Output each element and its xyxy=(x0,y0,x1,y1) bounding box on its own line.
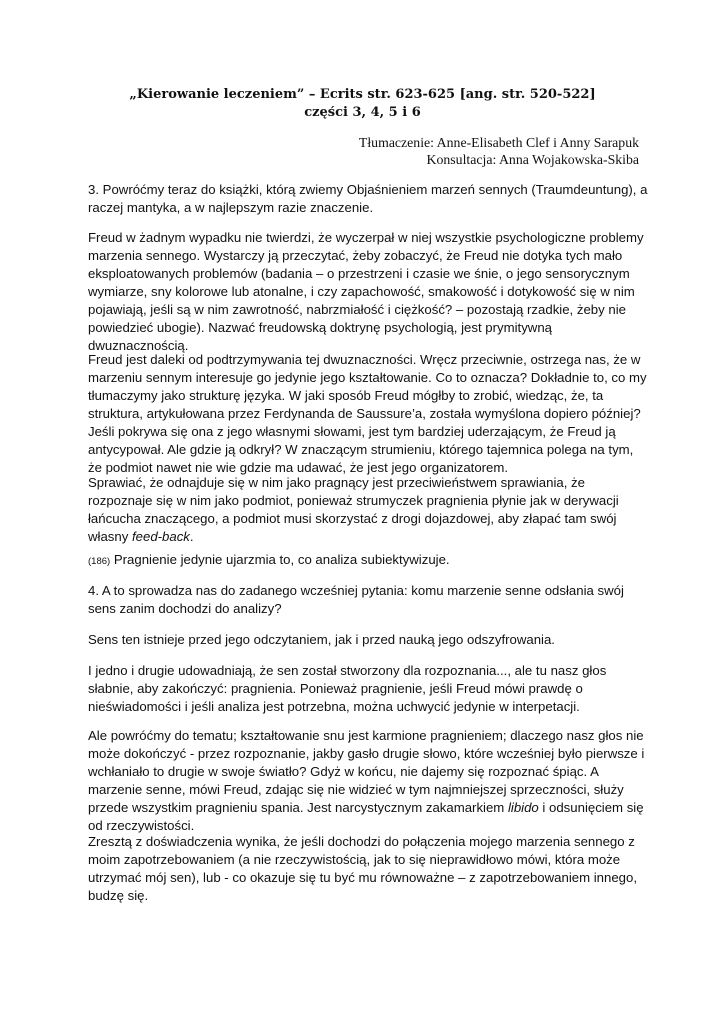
paragraph-text xyxy=(88,727,648,835)
paragraph-desire-subject xyxy=(88,474,648,546)
page-number-note: (186) xyxy=(88,556,111,567)
paragraph-text-part: Sprawiać, że odnajduje się w nim jako pragnący jest przeciwieństwem sprawiania, że rozpoznaje się w nim jako podmiot, ponieważ strumyczek pragnienia płynie jak w derywacji łańcucha znaczącego, a podmiot musi skorzystać z drogi dojazdowej, aby złapać tam swój własny xyxy=(88,475,619,544)
consultation-credit: Konsultacja: Anna Wojakowska-Skiba xyxy=(426,152,639,167)
translation-credit: Tłumaczenie: Anne-Elisabeth Clef i Anny Sarapuk xyxy=(358,135,639,150)
paragraph-page-note xyxy=(88,551,648,571)
paragraph-text-part: Pragnienie jedynie ujarzmia to, co analiza subiektywizuje. xyxy=(110,552,450,567)
paragraph-language-structure xyxy=(88,351,648,477)
document-subtitle: części 3, 4, 5 i 6 xyxy=(304,105,421,120)
paragraph-text: Sens ten istnieje przed jego odczytaniem, jak i przed nauką jego odszyfrowania. xyxy=(88,632,555,647)
paragraph-text: Freud jest daleki od podtrzymywania tej dwuznaczności. Wręcz przeciwnie, ostrzega nas, że w marzeniu sennym interesuje go jedynie jego kształtowanie. Co to oznacza? Dokładnie to, co my tłumaczymy jako strukturę języka. W jaki sposób Freud mógłby to zrobić, wiedząc, że, ta struktura, artykułowana przez Ferdynanda de Saussure’a, została wymyślona dopiero później? Jeśli pokrywa się ona z jego własnymi słowami, jest tym bardziej uderzającym, że Freud ją antycypował. Ale gdzie ją odkrył? W znaczącym strumieniu, którego tajemnica polega na tym, że podmiot nawet nie wie gdzie ma udawać, że jest jego organizatorem. xyxy=(88,352,647,475)
paragraph-text: 3. Powróćmy teraz do książki, którą zwiemy Objaśnieniem marzeń sennych (Traumdeuntung), a raczej mantyka, a w najlepszym razie znaczenie. xyxy=(88,182,648,215)
paragraph-section-4-question xyxy=(88,582,648,618)
document-title: „Kierowanie leczeniem” – Ecrits str. 623-625 [ang. str. 520-522] xyxy=(129,87,596,102)
paragraph-text xyxy=(88,551,648,571)
paragraph-recognition xyxy=(88,662,648,716)
paragraph-text: Freud w żadnym wypadku nie twierdzi, że wyczerpał w niej wszystkie psychologiczne problemy marzenia sennego. Wystarczy ją przeczytać, żeby zobaczyć, że Freud nie dotyka tych mało eksploatowanych problemów (badania – o przestrzeni i czasie we śnie, o jego sensorycznym wymiarze, sny kolorowe lub atonalne, i czy zapachowość, smakowość i dotykowość się w nim pojawiają, jeśli są w nim zawrotność, nabrzmiałość i ciężkość? – pozostają rzadkie, żeby nie powiedzieć ubogie). Nazwać freudowską doktrynę psychologią, jest prymitywną dwuznacznością. xyxy=(88,230,644,353)
paragraph-freud-psychology xyxy=(88,229,648,355)
paragraph-text-part: i odsunięciem się od rzeczywistości. xyxy=(88,800,644,833)
paragraph-waking xyxy=(88,833,648,905)
paragraph-text: I jedno i drugie udowadniają, że sen został stworzony dla rozpoznania..., ale tu nasz głos słabnie, aby zakończyć: pragnienia. Ponieważ pragnienie, jeśli Freud mówi prawdę o nieświadomości i jeśli analiza jest potrzebna, można uchwycić jedynie w interpetacji. xyxy=(88,663,607,714)
paragraph-text xyxy=(88,474,648,546)
paragraph-meaning xyxy=(88,631,648,649)
emphasis-feed-back: feed-back xyxy=(131,529,190,544)
paragraph-text-part: . xyxy=(189,529,194,544)
paragraph-text: Zresztą z doświadczenia wynika, że jeśli dochodzi do połączenia mojego marzenia sennego z moim zapotrzebowaniem (a nie rzeczywistością, jak to się nieprawidłowo mówi, która może utrzymać mój sen), lub - co okazuje się tu być mu równoważne – z zapotrzebowaniem innego, budzę się. xyxy=(88,834,638,903)
paragraph-section-3-intro xyxy=(88,181,648,217)
emphasis-libido: libido xyxy=(507,800,539,815)
paragraph-text: 4. A to sprowadza nas do zadanego wcześniej pytania: komu marzenie senne odsłania swój sens zanim dochodzi do analizy? xyxy=(88,583,624,616)
paragraph-text-part: Ale powróćmy do tematu; kształtowanie snu jest karmione pragnieniem; dlaczego nasz głos nie może dokończyć - przez rozpoznanie, jakby gasło drugie słowo, które wcześniej było pierwsze i wchłaniało to drugie w swoje światło? Gdyż w końcu, nie dajemy się rozpoznać śpiąc. A marzenie senne, mówi Freud, zdając się nie widzieć w tym najmniejszej sprzeczności, służy przede wszystkim pragnieniu spania. Jest narcystycznym zakamarkiem xyxy=(88,728,645,815)
paragraph-sleep-desire xyxy=(88,727,648,835)
